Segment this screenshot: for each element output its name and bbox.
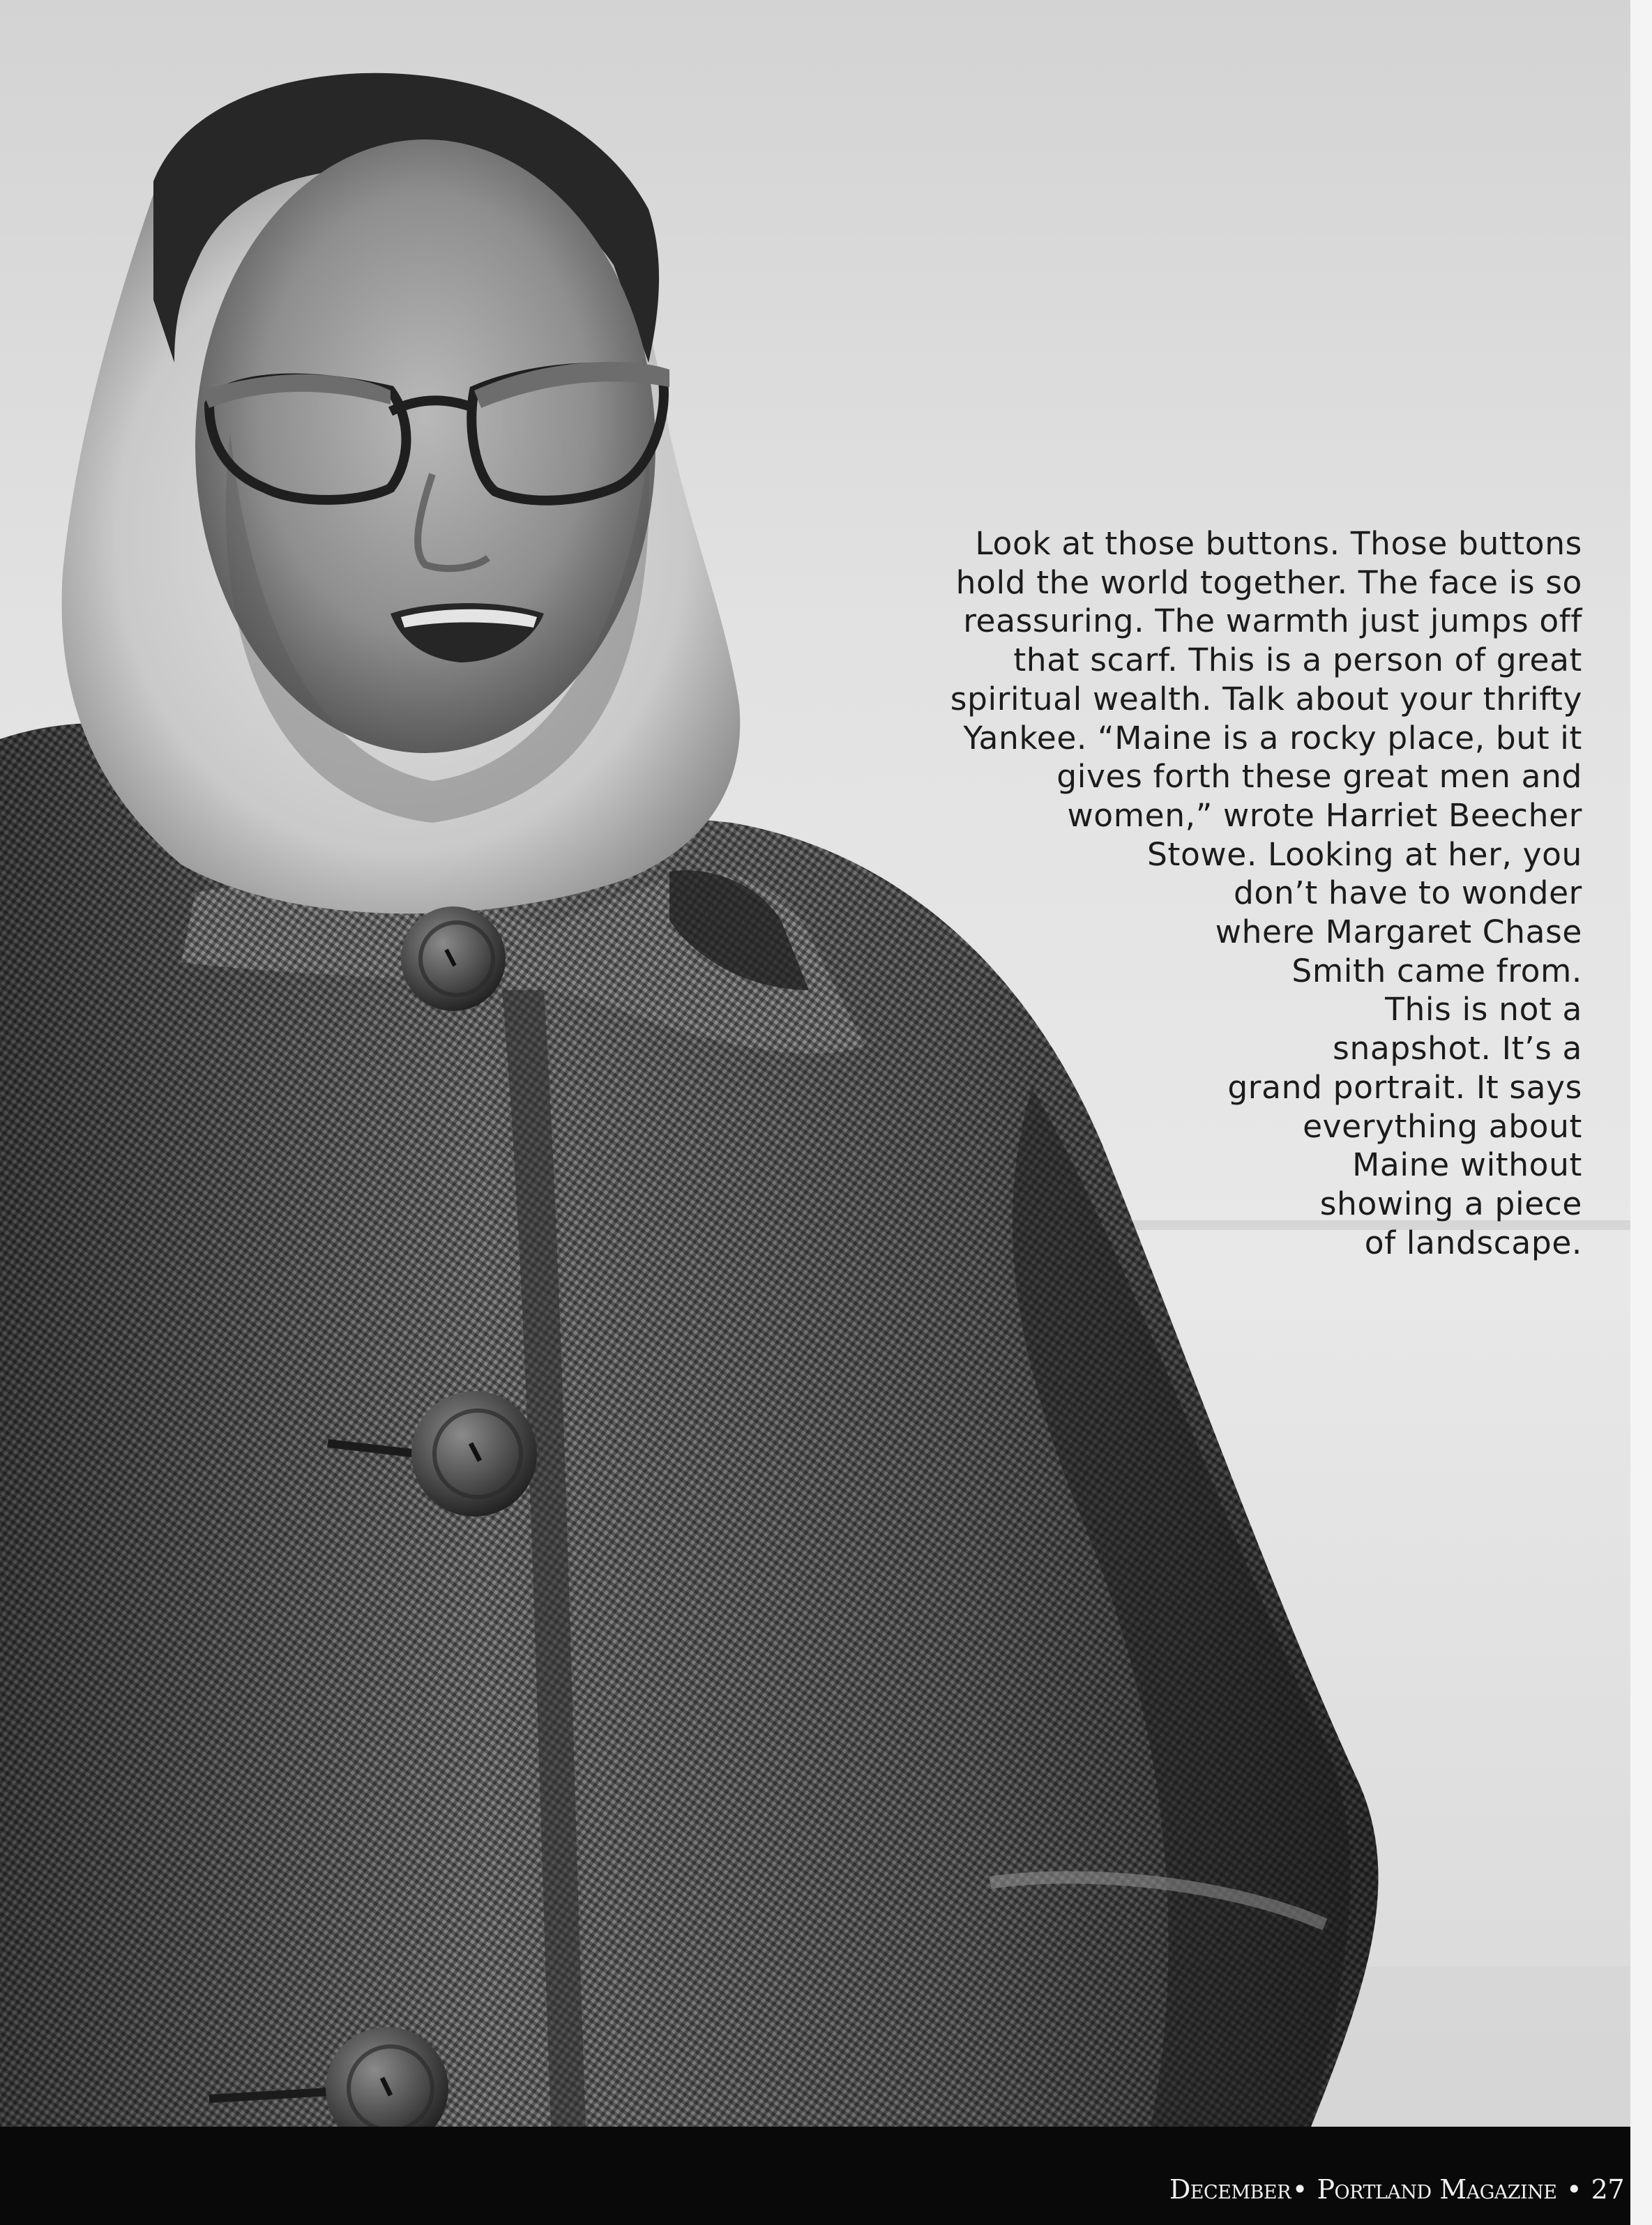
page-number: 27 [1591,2174,1624,2205]
caption-line: gives forth these great men and [1056,758,1582,796]
caption-line: where Margaret Chase [1215,913,1582,951]
caption-line: Yankee. “Maine is a rocky place, but it [963,719,1582,757]
caption-line: that scarf. This is a person of great [1013,641,1582,679]
caption-line: of landscape. [1364,1224,1582,1261]
caption-line: Look at those buttons. Those buttons [975,525,1582,562]
caption-line: everything about [1303,1107,1582,1145]
caption-line: This is not a [1385,991,1582,1028]
caption-line: Smith came from. [1291,952,1582,989]
caption-line: women,” wrote Harriet Beecher [1067,796,1582,834]
caption-line: Stowe. Looking at her, you [1147,835,1582,873]
caption-line: Maine without [1352,1146,1582,1184]
footer-bullet: • [1566,2174,1582,2205]
page-edge [1630,0,1652,2225]
caption-line: don’t have to wonder [1233,874,1582,912]
caption-line: reassuring. The warmth just jumps off [963,602,1582,640]
folio [1169,2174,1624,2205]
footer-bullet: • [1291,2174,1308,2205]
photo-caption [801,524,1582,1262]
caption-line: spiritual wealth. Talk about your thrifty [950,680,1582,717]
footer-month: December [1169,2174,1291,2205]
caption-line: showing a piece [1319,1185,1582,1222]
caption-line: grand portrait. It says [1227,1068,1582,1106]
footer-magazine: Portland Magazine [1317,2174,1557,2205]
caption-line: snapshot. It’s a [1333,1030,1582,1068]
caption-line: hold the world together. The face is so [955,563,1582,601]
